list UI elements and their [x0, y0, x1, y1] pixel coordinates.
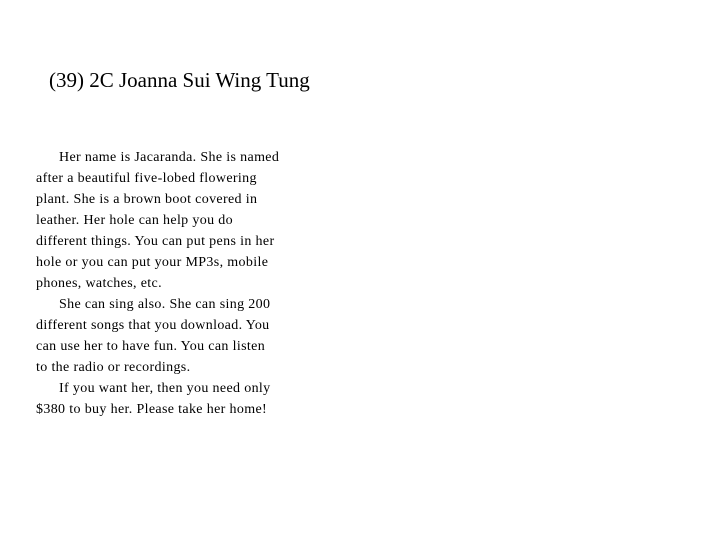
text-line: to the radio or recordings.	[36, 360, 191, 375]
body-text	[36, 147, 316, 420]
paragraph-2	[36, 294, 316, 378]
slide-title: (39) 2C Joanna Sui Wing Tung	[49, 68, 310, 92]
paragraph-3	[36, 378, 316, 420]
paragraph-1	[36, 147, 316, 294]
text-line: plant. She is a brown boot covered in	[36, 192, 258, 207]
text-line: different songs that you download. You	[36, 318, 270, 333]
text-line: different things. You can put pens in her	[36, 234, 275, 249]
text-line: hole or you can put your MP3s, mobile	[36, 255, 269, 270]
text-line: $380 to buy her. Please take her home!	[36, 402, 268, 417]
text-line: If you want her, then you need only	[59, 381, 271, 396]
text-line: Her name is Jacaranda. She is named	[59, 150, 280, 165]
text-line: can use her to have fun. You can listen	[36, 339, 266, 354]
text-line: leather. Her hole can help you do	[36, 213, 233, 228]
text-line: phones, watches, etc.	[36, 276, 162, 291]
text-line: She can sing also. She can sing 200	[59, 297, 271, 312]
text-line: after a beautiful five-lobed flowering	[36, 171, 257, 186]
